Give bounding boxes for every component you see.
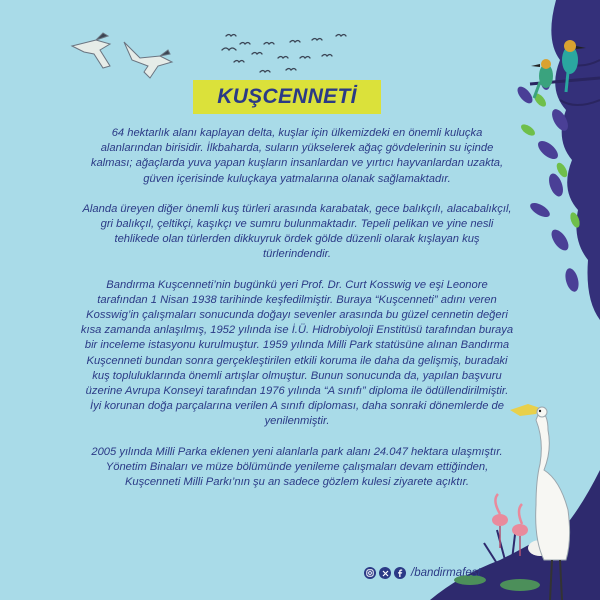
flying-heron-left	[72, 33, 110, 68]
title-box	[193, 80, 381, 114]
x-icon[interactable]	[379, 567, 391, 579]
paragraph-intro: 64 hektarlık alanı kaplayan delta, kuşlar için ülkemizdeki en önemli kuluçka alanlarından birisidir. İlkbaharda, suların yükselerek ağaç gövdelerinin su içinde kalması; ağaçlarda yuva yapan kuşların insanlardan ve yırtıcı hayvanlardan uzakta, güven içerisinde kuluçkaya yatmalarına olanak sağlamaktadır.	[90, 127, 504, 185]
facebook-icon[interactable]	[394, 567, 406, 579]
social-handle[interactable]: /bandirmafest	[411, 567, 481, 579]
paragraph-history: Bandırma Kuşcenneti’nin bugünkü yeri Prof. Dr. Curt Kosswig ve eşi Leonore tarafından 1 Nisan 1938 tarihinde keşfedilmiştir. Buraya “Kuşcenneti” adını veren Kosswig’in çalışmaları sonucunda doğayı sevenler arasında bu güzel cennetin değeri kısa zamanda anlaşılmış, 1952 yılında ise İ.Ü. Hidrobiyoloji Enstitüsü tarafından buraya bir inceleme istasyonu kurulmuştur. 1959 yılında Milli Park statüsüne alınan Bandırma Kuşcenneti bundan sonra gerçekleştirilen etkili koruma ile daha da gelişmiş, buradaki kuş topluluklarında önemli artışlar olmuştur. Bunun sonucunda da, yapılan başvuru üzerine Avrupa Konseyi tarafından 1976 yılında “A sınıfı” diploma ile ödüllendirilmiştir. İyi korunan doğa parçalarına verilen A sınıfı diploması, daha sonraki dönemlerde de yenilenmiştir.	[80, 278, 514, 428]
article-body	[80, 126, 514, 505]
page-title: KUŞCENNETİ	[217, 85, 357, 108]
tree-foliage	[515, 0, 600, 320]
flying-heron-right	[124, 42, 172, 78]
paragraph-species: Alanda üreyen diğer önemli kuş türleri arasında karabatak, gece balıkçılı, alacabalıkçıl, gri balıkçıl, çeltikçi, kaşıkçı ve sumru bulunmaktadır. Tepeli pelikan ve yine nesli tehlikede olan türlerden dikkuyruk ördek gölde düzenli olarak kışlayan kuş türlerindendir.	[82, 202, 512, 261]
paragraph-expansion: 2005 yılında Milli Parka eklenen yeni alanlarla park alanı 24.047 hektara ulaşmıştır. Yönetim Binaları ve müze bölümünde yenileme çalışmaları devam ettiğinden, Kuşcenneti Milli Parkı’nın şu an sadece gözlem kulesi ziyarete açıktır.	[91, 445, 503, 489]
bird-flock	[222, 35, 346, 73]
social-footer	[364, 564, 481, 582]
instagram-icon[interactable]	[364, 567, 376, 579]
